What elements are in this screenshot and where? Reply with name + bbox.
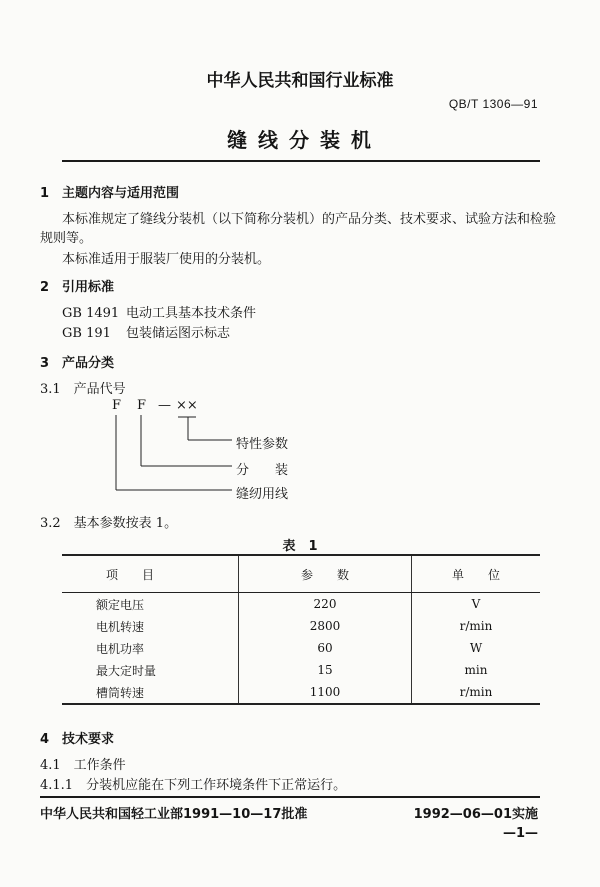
section-3-heading: 3 产品分类 xyxy=(40,356,115,371)
issuer-title: 中华人民共和国行业标准 xyxy=(206,71,394,91)
reference-code: GB 1491 xyxy=(62,306,120,321)
table-row xyxy=(62,593,540,616)
section-4-1-heading: 4.1 工作条件 xyxy=(40,758,126,773)
section-1-heading: 1 主题内容与适用范围 xyxy=(40,186,180,201)
code-letter-1: F xyxy=(112,398,122,413)
cell-unit: min xyxy=(412,659,541,681)
page-number: —1— xyxy=(502,826,538,841)
cell-item: 额定电压 xyxy=(96,597,145,612)
table-header-row xyxy=(62,555,540,593)
column-header-unit: 单 位 xyxy=(412,555,541,593)
approval-text: 中华人民共和国轻工业部1991—10—17批准 xyxy=(40,807,308,822)
section-4-1-1-text: 4.1.1 分装机应能在下列工作环境条件下正常运行。 xyxy=(40,778,347,793)
cell-value: 15 xyxy=(239,659,412,681)
table-row xyxy=(62,659,540,681)
document-title: 缝 线 分 装 机 xyxy=(227,128,373,152)
cell-unit: r/min xyxy=(412,681,541,704)
cell-item: 电机功率 xyxy=(96,641,145,656)
code-xx: ×× xyxy=(176,398,198,413)
reference-title: 电动工具基本技术条件 xyxy=(126,306,257,321)
reference-code: GB 191 xyxy=(62,326,111,341)
cell-value: 60 xyxy=(239,637,412,659)
cell-value: 1100 xyxy=(239,681,412,704)
parameter-table xyxy=(62,554,540,705)
section-3-2-text: 3.2 基本参数按表 1。 xyxy=(40,516,178,531)
cell-unit: r/min xyxy=(412,615,541,637)
cell-value: 220 xyxy=(239,593,412,616)
section-1-para1-line2: 规则等。 xyxy=(40,231,93,246)
section-3-1-heading: 3.1 产品代号 xyxy=(40,382,126,397)
cell-value: 2800 xyxy=(239,615,412,637)
code-letter-2: F xyxy=(137,398,147,413)
cell-item: 最大定时量 xyxy=(96,663,157,678)
section-1-para1-line1: 本标准规定了缝线分装机（以下简称分装机）的产品分类、技术要求、试验方法和检验 xyxy=(62,212,557,227)
column-header-value: 参 数 xyxy=(239,555,412,593)
table-row xyxy=(62,637,540,659)
label-sewing-thread: 缝纫用线 xyxy=(236,487,289,502)
reference-title: 包装储运图示标志 xyxy=(126,326,231,341)
label-characteristic-params: 特性参数 xyxy=(236,437,289,452)
section-1-para2: 本标准适用于服装厂使用的分装机。 xyxy=(62,252,271,267)
cell-item: 电机转速 xyxy=(96,619,145,634)
effective-date: 1992—06—01实施 xyxy=(413,807,538,822)
table-caption: 表 1 xyxy=(282,539,318,554)
label-split: 分 装 xyxy=(236,463,289,478)
table-row xyxy=(62,615,540,637)
footer-rule xyxy=(40,796,540,798)
cell-unit: V xyxy=(412,593,541,616)
standard-code: QB/T 1306—91 xyxy=(448,97,538,111)
cell-unit: W xyxy=(412,637,541,659)
table-row xyxy=(62,681,540,704)
column-header-item: 项 目 xyxy=(62,555,239,593)
code-dash: — xyxy=(158,398,171,413)
section-4-heading: 4 技术要求 xyxy=(40,732,115,747)
cell-item: 槽筒转速 xyxy=(62,681,239,704)
section-2-heading: 2 引用标准 xyxy=(40,280,115,295)
